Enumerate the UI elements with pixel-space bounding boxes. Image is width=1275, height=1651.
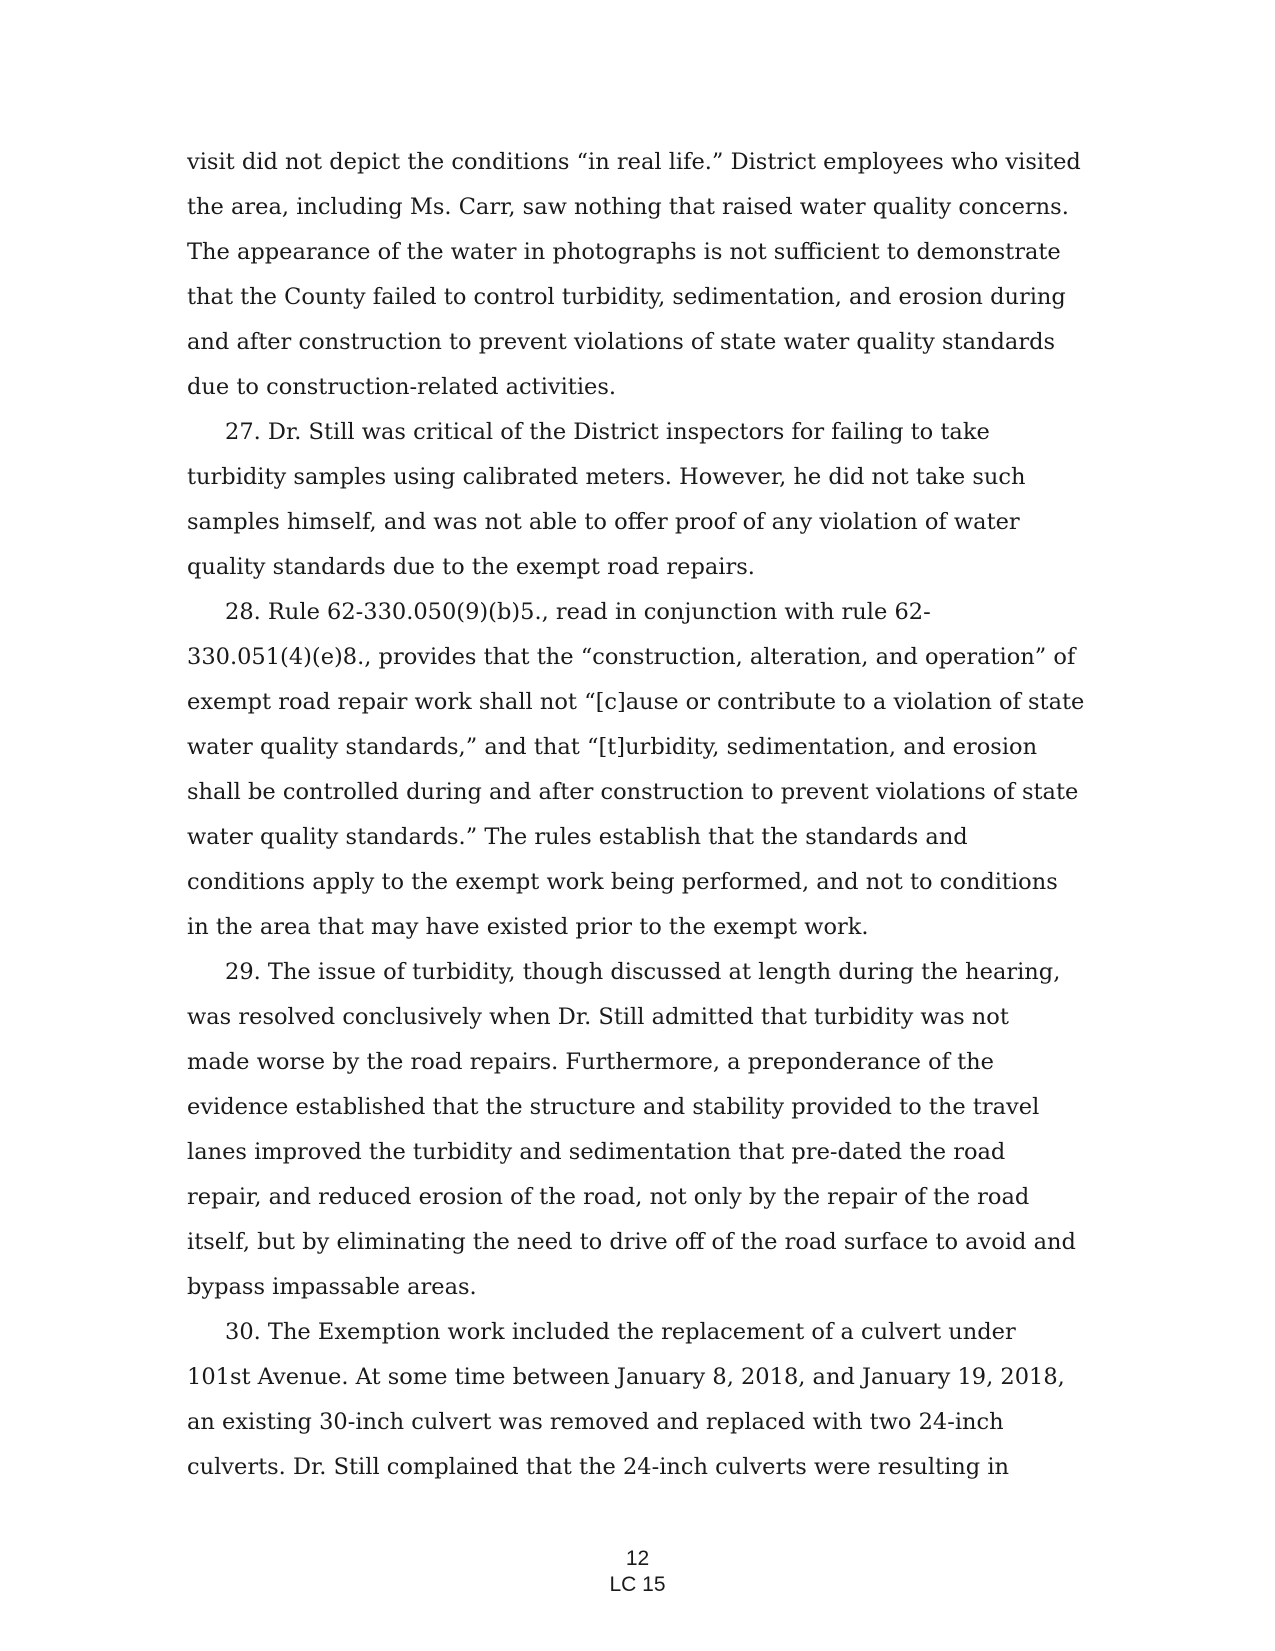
text-line: and after construction to prevent violations of state water quality standards bbox=[187, 329, 1056, 355]
text-line: water quality standards.” The rules establish that the standards and bbox=[187, 824, 968, 850]
text-line: made worse by the road repairs. Furthermore, a preponderance of the bbox=[187, 1049, 994, 1075]
text-line: quality standards due to the exempt road repairs. bbox=[187, 554, 755, 580]
text-line: turbidity samples using calibrated meters. However, he did not take such bbox=[187, 464, 1026, 490]
text-line: that the County failed to control turbidity, sedimentation, and erosion during bbox=[187, 284, 1066, 310]
document-body bbox=[187, 140, 1092, 1490]
paragraph-30-start: 30. The Exemption work included the replacement of a culvert under bbox=[225, 1319, 1016, 1345]
text-line: shall be controlled during and after construction to prevent violations of state bbox=[187, 779, 1079, 805]
text-line: exempt road repair work shall not “[c]ause or contribute to a violation of state bbox=[187, 689, 1085, 715]
text-line: visit did not depict the conditions “in real life.” District employees who visited bbox=[187, 149, 1081, 175]
text-line: lanes improved the turbidity and sedimentation that pre-dated the road bbox=[187, 1139, 1006, 1165]
text-line: in the area that may have existed prior to the exempt work. bbox=[187, 914, 869, 940]
text-line: evidence established that the structure and stability provided to the travel bbox=[187, 1094, 1040, 1120]
text-line: culverts. Dr. Still complained that the 24-inch culverts were resulting in bbox=[187, 1454, 1010, 1480]
text-line: itself, but by eliminating the need to drive off of the road surface to avoid and bbox=[187, 1229, 1076, 1255]
text-line: was resolved conclusively when Dr. Still admitted that turbidity was not bbox=[187, 1004, 1009, 1030]
paragraph-28-start: 28. Rule 62-330.050(9)(b)5., read in conjunction with rule 62- bbox=[225, 599, 931, 625]
page-number: 12 bbox=[625, 1547, 650, 1570]
text-line: an existing 30-inch culvert was removed and replaced with two 24-inch bbox=[187, 1409, 1004, 1435]
text-line: samples himself, and was not able to offer proof of any violation of water bbox=[187, 509, 1020, 535]
text-line: 101st Avenue. At some time between January 8, 2018, and January 19, 2018, bbox=[187, 1364, 1065, 1390]
text-line: conditions apply to the exempt work being performed, and not to conditions bbox=[187, 869, 1058, 895]
paragraph-27-start: 27. Dr. Still was critical of the District inspectors for failing to take bbox=[225, 419, 990, 445]
text-line: the area, including Ms. Carr, saw nothing that raised water quality concerns. bbox=[187, 194, 1069, 220]
text-line: bypass impassable areas. bbox=[187, 1274, 477, 1300]
lc-label: LC 15 bbox=[609, 1573, 666, 1596]
paragraph-29-start: 29. The issue of turbidity, though discussed at length during the hearing, bbox=[225, 959, 1061, 985]
text-line: The appearance of the water in photographs is not sufficient to demonstrate bbox=[187, 239, 1061, 265]
text-line: water quality standards,” and that “[t]urbidity, sedimentation, and erosion bbox=[187, 734, 1038, 760]
text-line: 330.051(4)(e)8., provides that the “construction, alteration, and operation” of bbox=[187, 644, 1076, 670]
text-line: due to construction-related activities. bbox=[187, 374, 617, 400]
text-line: repair, and reduced erosion of the road, not only by the repair of the road bbox=[187, 1184, 1030, 1210]
